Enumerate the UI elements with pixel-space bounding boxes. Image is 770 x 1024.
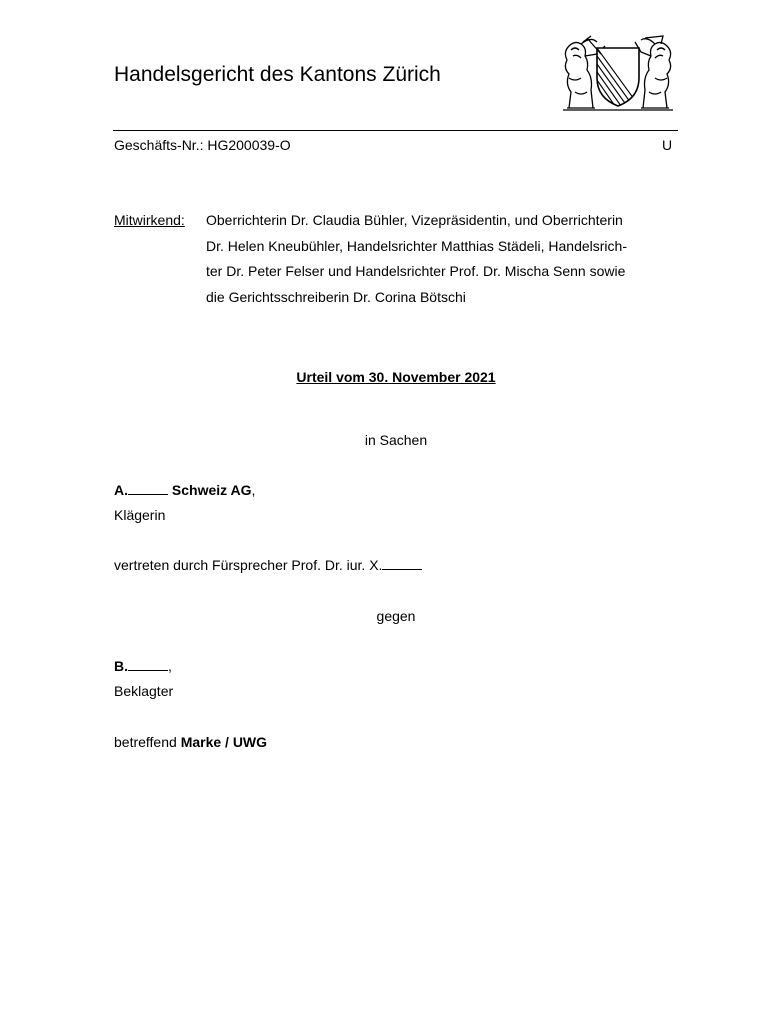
header-divider (113, 130, 678, 131)
participants-label: Mitwirkend: (114, 212, 185, 228)
participants-line: Oberrichterin Dr. Claudia Bühler, Vizepräsidentin, und Oberrichterin (206, 212, 623, 228)
plaintiff-role: Klägerin (114, 507, 166, 523)
verdict-title: Urteil vom 30. November 2021 (296, 369, 496, 385)
subject-label: betreffend (114, 734, 181, 750)
versus-text: gegen (376, 608, 416, 624)
redaction-blank (128, 658, 168, 671)
in-matters-text: in Sachen (364, 432, 428, 448)
plaintiff-prefix: A. (114, 482, 128, 498)
participants-line: die Gerichtsschreiberin Dr. Corina Bötschi (206, 289, 466, 305)
redaction-blank (128, 482, 168, 495)
file-number: Geschäfts-Nr.: HG200039-O (114, 137, 291, 153)
defendant-name (114, 658, 172, 674)
document-code: U (662, 137, 673, 153)
canton-zurich-coat-of-arms-icon (557, 34, 679, 112)
defendant-suffix: , (168, 658, 172, 674)
defendant-role: Beklagter (114, 683, 174, 699)
plaintiff-representative (114, 557, 422, 573)
participants-line: ter Dr. Peter Felser und Handelsrichter Prof. Dr. Mischa Senn sowie (206, 263, 626, 279)
participants-line: Dr. Helen Kneubühler, Handelsrichter Matthias Städeli, Handelsrich- (206, 238, 627, 254)
defendant-prefix: B. (114, 658, 128, 674)
plaintiff-suffix: , (251, 482, 256, 498)
subject-line (114, 734, 267, 750)
subject-value: Marke / UWG (180, 734, 268, 750)
representative-text: vertreten durch Fürsprecher Prof. Dr. iur. X. (114, 557, 383, 573)
plaintiff-name (114, 482, 255, 498)
redaction-blank (382, 557, 422, 570)
court-name: Handelsgericht des Kantons Zürich (114, 63, 441, 86)
plaintiff-company: Schweiz AG (168, 482, 252, 498)
